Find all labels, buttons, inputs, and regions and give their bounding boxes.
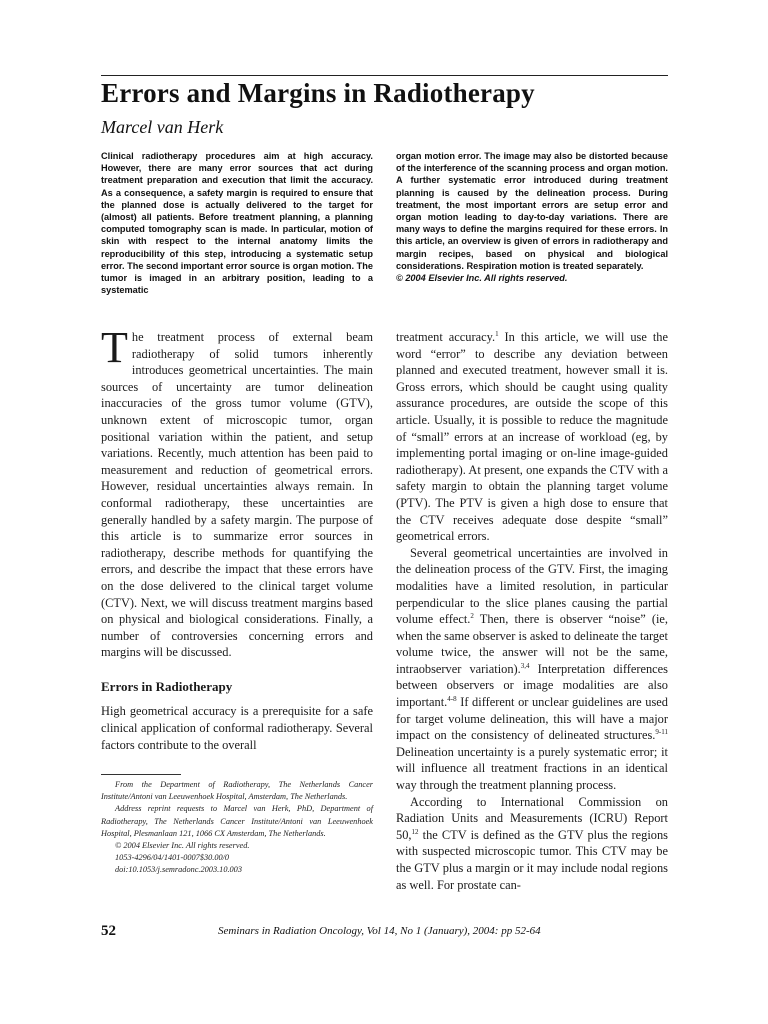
right-p2-text-c: Interpretation differences between observers or image modalities are also important. (396, 661, 668, 710)
ref-1: 1 (495, 329, 499, 338)
right-paragraph-1 (396, 329, 668, 545)
abstract-right-text: organ motion error. The image may also be distorted because of the interference of the scanning process and organ motion. A further systematic error introduced during treatment planning is caused by the delineation process. During treatment, the most important errors are setup error and organ motion leading to day-to-day variations. There are many ways to define the margins required for these errors. In this article, an overview is given of errors in radiotherapy and margin recipes, based on physical and biological considerations. Respiration motion is treated separately. (396, 151, 668, 271)
page-number: 52 (101, 923, 116, 939)
footnote-reprint: Address reprint requests to Marcel van Herk, PhD, Department of Radiotherapy, The Netherlands Cancer Institute/Antoni van Leeuwenhoek Hospital, Plesmanlaan 121, 1066 CX Amsterdam, The Netherlands. (101, 804, 373, 838)
footnote-affiliation: From the Department of Radiotherapy, The Netherlands Cancer Institute/Antoni van Leeuwenhoek Hospital, Amsterdam, The Netherlands. (101, 780, 373, 802)
footnote-rule (101, 774, 181, 775)
body-right-column (396, 329, 668, 893)
right-paragraph-3 (396, 794, 668, 894)
drop-cap: T (101, 323, 128, 372)
footnote-copyright: © 2004 Elsevier Inc. All rights reserved. (115, 841, 250, 851)
intro-paragraph (101, 323, 373, 661)
abstract-right-column (396, 150, 668, 284)
ref-4-8: 4-8 (447, 694, 457, 703)
right-p3-text-b: the CTV is defined as the GTV plus the regions with suspected microscopic tumor. This CTV may be the GTV plus a margin or it may include nodal regions as well. For prostate can- (396, 827, 668, 892)
ref-3-4: 3,4 (520, 661, 530, 670)
right-p2-text-e: Delineation uncertainty is a purely systematic error; it will influence all treatment fractions in an identical way through the treatment planning process. (396, 744, 668, 793)
abstract-copyright: © 2004 Elsevier Inc. All rights reserved. (396, 273, 568, 284)
ref-2: 2 (470, 611, 474, 620)
abstract-left-column (101, 150, 373, 296)
section-heading: Errors in Radiotherapy (101, 678, 233, 694)
intro-text: he treatment process of external beam radiotherapy of solid tumors inherently introduces geometrical uncertainties. The main sources of uncertainty are tumor delineation inaccuracies of the gross tumor volume (GTV), unknown extent of microscopic tumor, organ positional variation within the patient, and setup variations. Recently, much attention has been paid to measurement and reduction of geometrical errors. However, residual uncertainties always remain. In conformal radiotherapy, these uncertainties are generally handled by a safety margin. The purpose of this article is to summarize error sources in radiotherapy, describe methods for quantifying the errors, and describe the impact that these errors have on the dose delivered to the clinical target volume (CTV). Next, we will discuss treatment margins based on physical and biological considerations. Finally, a number of controversies concerning errors and margins will be discussed. (101, 330, 373, 660)
right-paragraph-2 (396, 545, 668, 794)
right-p2-text-b: Then, there is observer “noise” (ie, when the same observer is asked to delineate the target volume twice, the answer will not be the same, intraobserver variation). (396, 612, 668, 676)
right-p2-text-a: Several geometrical uncertainties are involved in the delineation process of the GTV. First, the imaging modalities have a limited resolution, in particular perpendicular to the slice planes causing the partial volume effect. (396, 545, 668, 627)
footnote-issn: 1053-4296/04/1401-0007$30.00/0 (115, 853, 230, 863)
article-title: Errors and Margins in Radiotherapy (101, 78, 535, 108)
journal-citation: Seminars in Radiation Oncology, Vol 14, No 1 (January), 2004: pp 52-64 (218, 925, 541, 937)
body-left-column (101, 323, 373, 753)
author-name: Marcel van Herk (101, 117, 224, 137)
footnotes (101, 779, 373, 877)
right-p3-text-a: According to International Commission on Radiation Units and Measurements (ICRU) Report 50, (396, 794, 668, 842)
ref-9-11: 9-11 (655, 728, 668, 737)
ref-12: 12 (411, 827, 419, 836)
right-p1-text-b: In this article, we will use the word “error” to describe any deviation between planned and executed treatment, however small it is. Gross errors, which should be caught using quality assurance procedures, are outside the scope of this article. Usually, it is possible to reduce the magnitude of “small” errors at an increase of workload (eg, by implementing portal imaging or on-line image-guided radiotherapy). At present, one expands the CTV with a safety margin to obtain the planning target volume (PTV). The PTV is given a high dose to ensure that the CTV receives adequate dose despite “small” geometrical errors. (396, 330, 668, 544)
top-rule (101, 75, 668, 76)
right-p2-text-d: If different or unclear guidelines are used for target volume delineation, this will have a major impact on the consistency of delineated structures. (396, 695, 668, 743)
right-p1-text-a: treatment accuracy. (396, 330, 496, 344)
abstract-left-text: Clinical radiotherapy procedures aim at high accuracy. However, there are many error sources that act during treatment preparation and execution that limit the accuracy. As a consequence, a safety margin is required to ensure that the planned dose is actually delivered to the target for (almost) all patients. Before treatment planning, a planning computed tomography scan is made. In particular, motion of skin with respect to the internal anatomy limits the reproducibility of this step, introducing a systematic setup error. The second important error source is organ motion. The tumor is imaged in an arbitrary position, leading to a systematic (101, 151, 373, 296)
footnote-doi: doi:10.1053/j.semradonc.2003.10.003 (115, 865, 242, 875)
section-paragraph: High geometrical accuracy is a prerequisite for a safe clinical application of conformal radiotherapy. Several factors contribute to the overall (101, 704, 373, 752)
